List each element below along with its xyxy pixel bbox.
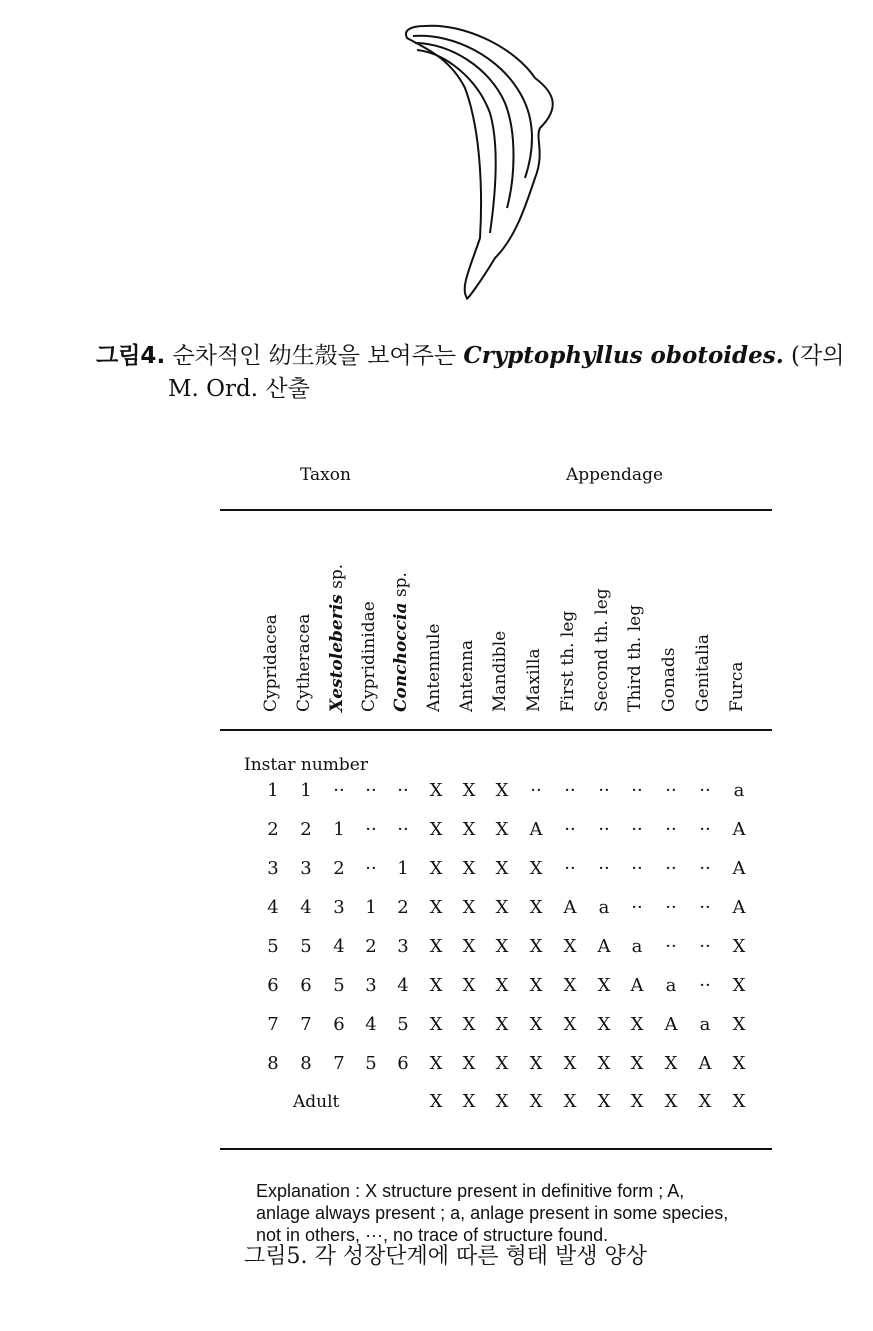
- species-name: Cryptophyllus obotoides.: [463, 342, 784, 369]
- table-cell: ··: [699, 975, 711, 996]
- table-cell: 2: [267, 819, 279, 840]
- table-cell: 6: [397, 1053, 409, 1074]
- table-cell: X: [462, 858, 476, 879]
- table-cell: 3: [333, 897, 345, 918]
- table-cell: X: [462, 975, 476, 996]
- table-cell: a: [699, 1014, 711, 1035]
- table-cell: X: [732, 975, 746, 996]
- table-cell: 2: [397, 897, 409, 918]
- table-cell: X: [529, 897, 543, 918]
- column-header-label: Cypridinidae: [359, 601, 379, 712]
- table-cell: ··: [665, 897, 677, 918]
- table-cell: X: [462, 1014, 476, 1035]
- table-cell: X: [462, 819, 476, 840]
- column-header-label: Conchoccia sp.: [391, 572, 411, 712]
- column-header-label: Antennule: [424, 623, 444, 712]
- table-cell: X: [563, 1014, 577, 1035]
- figure-4-caption-line2: M. Ord. 산출: [168, 376, 310, 402]
- figure-4-caption-text: 순차적인 幼生殼을 보여주는: [165, 343, 464, 369]
- column-header-label: Third th. leg: [625, 604, 645, 712]
- column-header-label: Second th. leg: [592, 588, 612, 712]
- table-bottom-rule: [220, 1148, 772, 1150]
- table-cell: ··: [665, 936, 677, 957]
- table-cell: X: [462, 780, 476, 801]
- table-cell: A: [732, 858, 746, 879]
- table-cell: 5: [300, 936, 312, 957]
- table-cell: X: [630, 1014, 644, 1035]
- table-cell: ··: [699, 819, 711, 840]
- table-cell: X: [563, 1053, 577, 1074]
- table-cell: 4: [333, 936, 345, 957]
- figure-4-caption-tail: (각의: [783, 343, 845, 369]
- table-cell: ··: [333, 780, 345, 801]
- figure-4-caption: [96, 339, 866, 406]
- table-cell: 4: [300, 897, 312, 918]
- table-cell: 6: [267, 975, 279, 996]
- table-cell: ··: [665, 819, 677, 840]
- column-header-label: Gonads: [659, 647, 679, 712]
- table-cell: ··: [699, 897, 711, 918]
- table-cell: X: [462, 897, 476, 918]
- table-cell: 7: [333, 1053, 345, 1074]
- table-cell: X: [429, 780, 443, 801]
- figure-5-caption: 그림5. 각 성장단계에 따른 형태 발생 양상: [244, 1244, 647, 1269]
- table-cell: A: [597, 936, 611, 957]
- column-header-label: Cytheracea: [294, 613, 314, 712]
- table-cell: X: [529, 1014, 543, 1035]
- carapace-outline-drawing: [395, 8, 570, 308]
- table-cell: X: [563, 1091, 577, 1112]
- table-cell: X: [529, 1053, 543, 1074]
- table-cell: ··: [397, 780, 409, 801]
- appendage-header: Appendage: [566, 465, 664, 485]
- table-cell: 1: [365, 897, 377, 918]
- table-cell: X: [462, 1053, 476, 1074]
- table-cell: X: [529, 1091, 543, 1112]
- table-cell: 2: [333, 858, 345, 879]
- table-cell: 1: [267, 780, 279, 801]
- table-cell: A: [698, 1053, 712, 1074]
- figure-4-label: 그림4.: [96, 343, 166, 369]
- table-cell: ··: [699, 858, 711, 879]
- table-cell: X: [429, 897, 443, 918]
- table-cell: X: [732, 1053, 746, 1074]
- table-cell: X: [597, 1053, 611, 1074]
- table-cell: X: [630, 1053, 644, 1074]
- table-cell: 8: [300, 1053, 312, 1074]
- table-cell: A: [732, 897, 746, 918]
- table-cell: A: [732, 819, 746, 840]
- table-cell: X: [698, 1091, 712, 1112]
- table-cell: 7: [300, 1014, 312, 1035]
- table-cell: X: [630, 1091, 644, 1112]
- table-cell: X: [495, 819, 509, 840]
- column-header-label: Maxilla: [524, 648, 544, 712]
- table-cell: ··: [564, 819, 576, 840]
- table-cell: ··: [598, 780, 610, 801]
- table-cell: 4: [267, 897, 279, 918]
- table-cell: A: [664, 1014, 678, 1035]
- table-top-rule: [220, 509, 772, 511]
- table-cell: A: [529, 819, 543, 840]
- column-header-label: Cypridacea: [261, 614, 281, 712]
- column-header-label: Antenna: [457, 639, 477, 712]
- table-cell: X: [462, 936, 476, 957]
- table-cell: X: [495, 1053, 509, 1074]
- table-cell: 8: [267, 1053, 279, 1074]
- table-cell: ··: [530, 780, 542, 801]
- table-cell: ··: [699, 780, 711, 801]
- table-cell: 2: [300, 819, 312, 840]
- table-cell: X: [732, 936, 746, 957]
- table-cell: X: [664, 1091, 678, 1112]
- table-cell: ··: [699, 936, 711, 957]
- table-cell: A: [563, 897, 577, 918]
- table-cell: ··: [598, 819, 610, 840]
- table-cell: ··: [598, 858, 610, 879]
- table-cell: 6: [333, 1014, 345, 1035]
- table-cell: X: [529, 936, 543, 957]
- table-cell: ··: [564, 858, 576, 879]
- table-cell: X: [429, 1091, 443, 1112]
- table-cell: ··: [397, 819, 409, 840]
- table-cell: 5: [267, 936, 279, 957]
- table-cell: 4: [365, 1014, 377, 1035]
- table-cell: ··: [665, 858, 677, 879]
- table-cell: ··: [564, 780, 576, 801]
- table-cell: A: [630, 975, 644, 996]
- table-cell: X: [429, 858, 443, 879]
- table-cell: 1: [300, 780, 312, 801]
- table-cell: 5: [365, 1053, 377, 1074]
- table-cell: ··: [665, 780, 677, 801]
- table-cell: ··: [365, 780, 377, 801]
- table-cell: a: [631, 936, 643, 957]
- column-header-label: First th. leg: [558, 610, 578, 712]
- table-cell: 3: [300, 858, 312, 879]
- table-cell: ··: [365, 858, 377, 879]
- table-cell: X: [529, 975, 543, 996]
- table-cell: a: [665, 975, 677, 996]
- table-cell: 5: [333, 975, 345, 996]
- table-cell: X: [495, 858, 509, 879]
- table-cell: X: [429, 1053, 443, 1074]
- table-cell: X: [495, 1091, 509, 1112]
- table-cell: X: [495, 1014, 509, 1035]
- column-header-label: Mandible: [490, 630, 510, 712]
- table-cell: a: [733, 780, 745, 801]
- table-cell: X: [563, 936, 577, 957]
- table-cell: X: [529, 858, 543, 879]
- table-cell: 2: [365, 936, 377, 957]
- table-cell: 4: [397, 975, 409, 996]
- table-cell: X: [495, 936, 509, 957]
- table-cell: 6: [300, 975, 312, 996]
- table-cell: X: [495, 897, 509, 918]
- table-cell: ··: [631, 858, 643, 879]
- table-cell: X: [732, 1091, 746, 1112]
- table-cell: ··: [631, 897, 643, 918]
- table-cell: X: [732, 1014, 746, 1035]
- taxon-header: Taxon: [300, 465, 351, 485]
- table-cell: 5: [397, 1014, 409, 1035]
- adult-row-label: Adult: [293, 1092, 340, 1112]
- table-cell: X: [563, 975, 577, 996]
- table-cell: 3: [267, 858, 279, 879]
- table-cell: X: [597, 975, 611, 996]
- instar-number-label: Instar number: [244, 755, 368, 775]
- table-cell: X: [664, 1053, 678, 1074]
- column-header-label: Genitalia: [693, 633, 713, 712]
- table-cell: X: [429, 1014, 443, 1035]
- table-header-rule: [220, 729, 772, 731]
- table-cell: X: [495, 975, 509, 996]
- table-cell: 3: [365, 975, 377, 996]
- table-cell: X: [597, 1014, 611, 1035]
- column-header-label: Xestoleberis sp.: [327, 563, 347, 712]
- table-cell: X: [597, 1091, 611, 1112]
- table-cell: 1: [333, 819, 345, 840]
- explanation-note: Explanation : X structure present in definitive form ; A, anlage always present ; a, anlage present in some species, not in others, ···, no trace of structure found.: [256, 1181, 729, 1245]
- table-cell: X: [462, 1091, 476, 1112]
- table-cell: ··: [365, 819, 377, 840]
- table-cell: X: [429, 819, 443, 840]
- table-cell: ··: [631, 780, 643, 801]
- column-header-label: Furca: [727, 661, 747, 712]
- table-cell: ··: [631, 819, 643, 840]
- table-cell: X: [495, 780, 509, 801]
- table-cell: 7: [267, 1014, 279, 1035]
- table-cell: 1: [397, 858, 409, 879]
- table-cell: a: [598, 897, 610, 918]
- table-cell: X: [429, 975, 443, 996]
- table-cell: X: [429, 936, 443, 957]
- table-cell: 3: [397, 936, 409, 957]
